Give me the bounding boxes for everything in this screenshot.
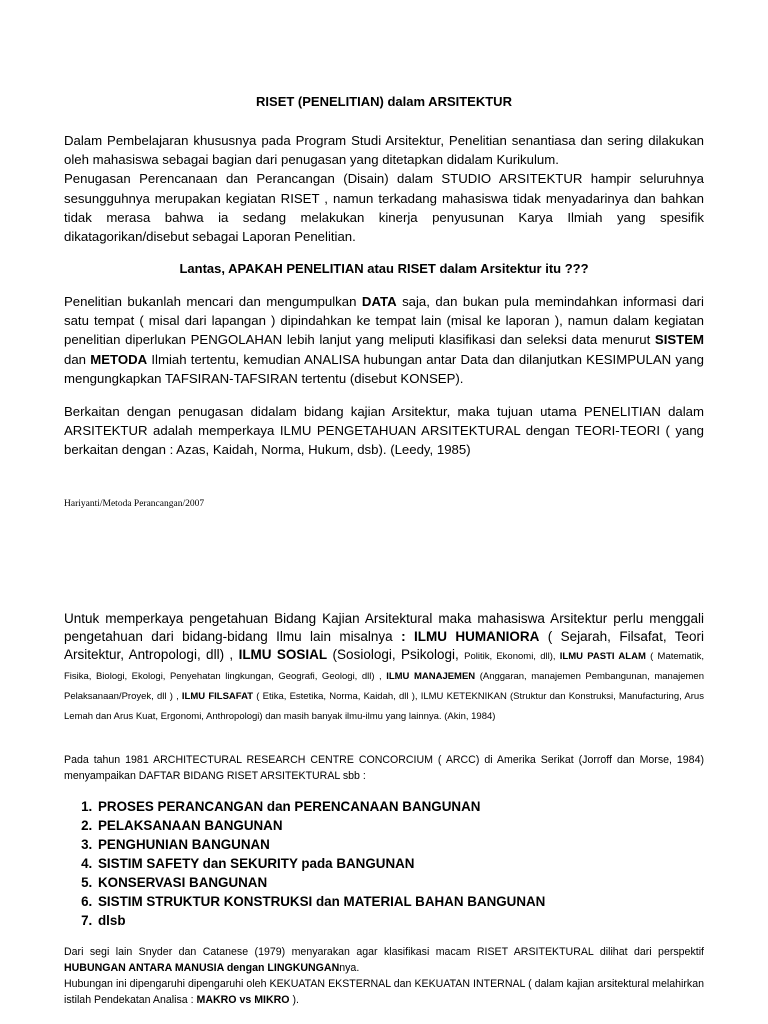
knowledge-bold-humaniora: : ILMU HUMANIORA — [401, 629, 540, 644]
list-item: 2. PELAKSANAAN BANGUNAN — [96, 816, 545, 835]
closing-text-4: ). — [289, 994, 299, 1006]
closing-paragraph — [64, 944, 704, 1008]
knowledge-bold-pasti-alam: ILMU PASTI ALAM — [559, 651, 646, 662]
definition-text-3: dan — [64, 351, 91, 367]
knowledge-bold-filsafat: ILMU FILSAFAT — [181, 691, 254, 702]
knowledge-text-3: (Sosiologi, Psikologi, — [327, 647, 465, 662]
intro-text-1: Dalam Pembelajaran khususnya pada Program Studi Arsitektur, Penelitian senantiasa dan sering dilakukan oleh mahasiswa sebagai bagian dari penugasan yang ditetapkan didalam Kurikulum. — [64, 133, 704, 168]
research-fields-list — [64, 797, 545, 930]
closing-bold-hubungan: HUBUNGAN ANTARA MANUSIA dengan LINGKUNGAN — [64, 962, 340, 974]
knowledge-small-3: (Anggaran, manajemen Pembangunan, manajemen Pelaksanaan/Proyek, dll ) , — [64, 671, 704, 702]
knowledge-bold-sosial: ILMU SOSIAL — [238, 647, 328, 662]
closing-text-2: nya. — [339, 962, 360, 974]
closing-bold-makro-mikro: MAKRO vs MIKRO — [196, 994, 290, 1006]
list-item: 1. PROSES PERANCANGAN dan PERENCANAAN BANGUNAN — [96, 797, 545, 816]
page-footer-note: Hariyanti/Metoda Perancangan/2007 — [64, 499, 205, 509]
definition-bold-data: DATA — [361, 294, 397, 309]
knowledge-text-2: ( Sejarah, Filsafat, Teori Arsitektur, Antropologi, dll) , — [64, 629, 704, 662]
knowledge-bold-manajemen: ILMU MANAJEMEN — [386, 671, 476, 682]
list-item: 7. dlsb — [96, 911, 545, 930]
closing-text-1: Dari segi lain Snyder dan Catanese (1979) menyarakan agar klasifikasi macam RISET ARSITEKTURAL dilihat dari perspektif — [64, 946, 704, 958]
definition-text-1: Penelitian bukanlah mencari dan mengumpulkan — [64, 294, 362, 309]
list-item: 3. PENGHUNIAN BANGUNAN — [96, 835, 545, 854]
definition-paragraph — [64, 292, 704, 388]
definition-text-2: saja, dan bukan pula memindahkan informasi dari satu tempat ( misal dari lapangan ) dipindahkan ke tempat lain (misal ke laporan ), namun dalam kegiatan penelitian diperlukan PENGOLAHAN lebih lanjut yang meliputi klasifikasi dan seleksi data menurut — [64, 294, 704, 348]
knowledge-small-4: ( Etika, Estetika, Norma, Kaidah, dll ), ILMU KETEKNIKAN (Struktur dan Konstruksi, Manufacturing, Arus Lemah dan Arus Kuat, Ergonomi, Anthropologi) dan masih banyak ilmu-ilmu yang lainnya. (Akin, 1984) — [64, 691, 704, 722]
intro-text-2: Penugasan Perencanaan dan Perancangan (Disain) dalam STUDIO ARSITEKTUR hampir seluruhnya sesungguhnya merupakan kegiatan RISET , namun terkadang mahasiswa tidak menyadarinya dan bahkan tidak merasa bahwa ia sedang melakukan kinerja penyusunan Karya Ilmiah yang spesifik dikatagorikan/disebut sebagai Laporan Penelitian. — [64, 171, 704, 245]
intro-paragraph — [64, 131, 704, 246]
purpose-paragraph: Berkaitan dengan penugasan didalam bidang kajian Arsitektur, maka tujuan utama PENELITIAN dalam ARSITEKTUR adalah memperkaya ILMU PENGETAHUAN ARSITEKTURAL dengan TEORI-TEORI ( yang berkaitan dengan : Azas, Kaidah, Norma, Hukum, dsb). (Leedy, 1985) — [64, 404, 704, 458]
question-heading: Lantas, APAKAH PENELITIAN atau RISET dalam Arsitektur itu ??? — [179, 261, 589, 276]
closing-text-3: Hubungan ini dipengaruhi dipengaruhi oleh KEKUATAN EKSTERNAL dan KEKUATAN INTERNAL ( dalam kajian arsitektural melahirkan istilah Pendekatan Analisa : — [64, 978, 704, 1006]
definition-bold-metoda: METODA — [90, 351, 148, 367]
list-item: 4. SISTIM SAFETY dan SEKURITY pada BANGUNAN — [96, 854, 545, 873]
list-item: 6. SISTIM STRUKTUR KONSTRUKSI dan MATERIAL BAHAN BANGUNAN — [96, 892, 545, 911]
knowledge-small-1: Politik, Ekonomi, dll), — [464, 651, 560, 662]
knowledge-small-2: ( Matematik, Fisika, Biologi, Ekologi, Penyehatan lingkungan, Geografi, Geologi, dll) , — [64, 651, 705, 682]
knowledge-paragraph — [64, 610, 704, 726]
arcc-paragraph: Pada tahun 1981 ARCHITECTURAL RESEARCH CENTRE CONCORCIUM ( ARCC) di Amerika Serikat (Jorroff dan Morse, 1984) menyampaikan DAFTAR BIDANG RISET ARSITEKTURAL sbb : — [64, 754, 704, 782]
definition-bold-sistem: SISTEM — [654, 332, 704, 348]
list-item: 5. KONSERVASI BANGUNAN — [96, 873, 545, 892]
knowledge-text-1: Untuk memperkaya pengetahuan Bidang Kajian Arsitektural maka mahasiswa Arsitektur perlu menggali pengetahuan dari bidang-bidang Ilmu lain misalnya — [64, 611, 704, 644]
document-title: RISET (PENELITIAN) dalam ARSITEKTUR — [256, 94, 512, 109]
definition-text-4: Ilmiah tertentu, kemudian ANALISA hubungan antar Data dan dilanjutkan KESIMPULAN yang mengungkapkan TAFSIRAN-TAFSIRAN tertentu (disebut KONSEP). — [64, 351, 705, 386]
